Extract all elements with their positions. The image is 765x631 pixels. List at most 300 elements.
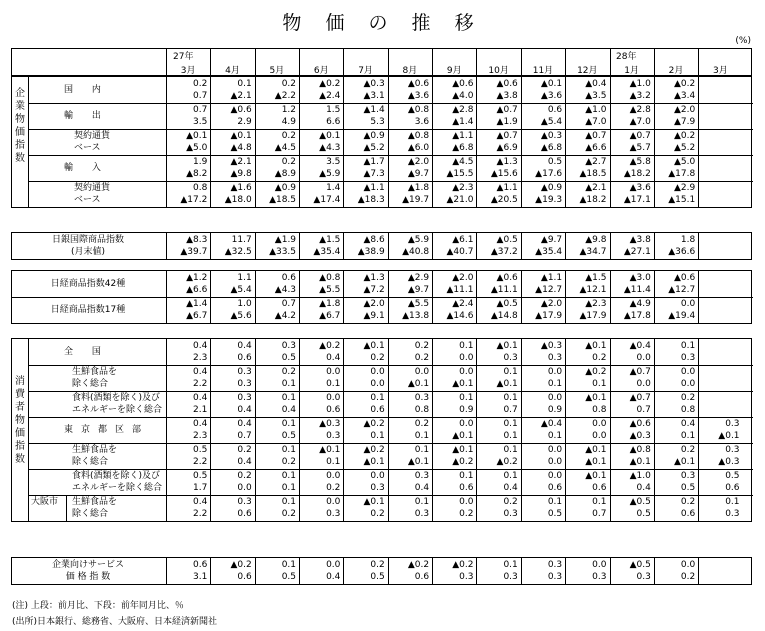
value-upper: ▲0.7 — [629, 393, 651, 403]
value-lower: ▲6.7 — [319, 311, 341, 321]
value-upper: 0.0 — [680, 299, 696, 309]
value-upper: ▲0.6 — [496, 79, 518, 89]
value-lower: ▲17.8 — [668, 169, 696, 179]
value-lower: ▲40.8 — [402, 247, 430, 257]
value-upper: ▲0.2 — [452, 560, 474, 570]
value-upper: 0.3 — [281, 341, 297, 351]
value-upper: 0.6 — [547, 105, 563, 115]
row-label — [12, 278, 162, 290]
value-upper: 0.4 — [193, 341, 208, 351]
value-upper: ▲0.1 — [363, 497, 385, 507]
value-upper: 0.3 — [680, 471, 696, 481]
value-upper: 1.2 — [281, 105, 297, 115]
value-upper: 0.4 — [193, 393, 208, 403]
month-header: 4月 — [225, 66, 240, 76]
value-upper: ▲2.0 — [540, 299, 563, 309]
value-upper: 0.2 — [414, 341, 430, 351]
month-header: 5月 — [269, 66, 285, 76]
value-upper: 0.0 — [414, 367, 430, 377]
value-upper: 0.5 — [193, 471, 208, 481]
value-upper: ▲1.7 — [363, 157, 385, 167]
value-upper: ▲2.9 — [407, 273, 430, 283]
value-upper: ▲1.5 — [585, 273, 607, 283]
value-lower: ▲15.1 — [668, 195, 696, 205]
value-upper: ▲0.8 — [407, 105, 430, 115]
value-lower: 0.6 — [414, 572, 430, 582]
value-upper: ▲0.3 — [363, 79, 385, 89]
value-upper: ▲0.2 — [585, 367, 607, 377]
value-upper: 0.2 — [237, 471, 252, 481]
value-lower: 0.1 — [326, 379, 341, 389]
value-upper: 0.0 — [459, 419, 474, 429]
value-lower: 2.3 — [193, 431, 208, 441]
value-upper: 0.2 — [281, 367, 297, 377]
value-lower: ▲18.3 — [357, 195, 385, 205]
value-upper: 11.7 — [231, 235, 252, 245]
value-upper: 0.0 — [680, 367, 696, 377]
value-upper: ▲3.8 — [629, 235, 651, 245]
value-upper: ▲0.7 — [496, 131, 518, 141]
value-lower: ▲9.8 — [230, 169, 252, 179]
value-lower: 2.2 — [193, 379, 208, 389]
value-lower: 0.2 — [414, 353, 430, 363]
value-upper: ▲0.7 — [496, 105, 518, 115]
value-upper: 0.1 — [725, 497, 740, 507]
value-lower: 0.4 — [326, 572, 341, 582]
value-lower: 0.9 — [547, 405, 563, 415]
value-upper: ▲0.5 — [629, 497, 651, 507]
value-upper: ▲0.1 — [452, 445, 474, 455]
value-lower: ▲36.6 — [668, 247, 696, 257]
value-upper: 0.1 — [503, 419, 518, 429]
row-label — [32, 424, 172, 436]
value-upper: 0.3 — [237, 497, 252, 507]
value-upper: ▲4.5 — [452, 157, 474, 167]
value-lower: 0.0 — [237, 483, 252, 493]
month-header: 11月 — [532, 66, 554, 76]
value-upper: ▲2.7 — [585, 157, 607, 167]
value-lower: 0.6 — [237, 509, 252, 519]
value-upper: 0.3 — [414, 471, 430, 481]
value-lower: 0.0 — [547, 457, 563, 467]
value-lower: 0.6 — [237, 572, 252, 582]
value-lower: ▲14.6 — [446, 311, 474, 321]
value-lower: ▲18.5 — [579, 169, 607, 179]
value-lower: ▲37.2 — [490, 247, 518, 257]
value-upper: 0.2 — [193, 79, 208, 89]
value-lower: ▲9.7 — [407, 169, 430, 179]
row-label-line: 生鮮食品を — [72, 497, 118, 507]
row-label-line: エネルギーを除く総合 — [72, 483, 163, 493]
month-header: 2月 — [668, 66, 684, 76]
value-lower: ▲17.1 — [623, 195, 651, 205]
col-divider — [299, 49, 300, 75]
value-lower: ▲8.2 — [186, 169, 208, 179]
value-lower: ▲7.2 — [363, 285, 385, 295]
value-lower: 0.0 — [459, 353, 474, 363]
value-lower: 0.7 — [592, 509, 607, 519]
value-lower: ▲3.6 — [540, 91, 563, 101]
value-upper: ▲1.4 — [186, 299, 208, 309]
value-lower: 3.6 — [414, 117, 430, 127]
value-upper: ▲0.2 — [673, 79, 696, 89]
value-upper: ▲8.6 — [363, 235, 385, 245]
value-lower: ▲32.5 — [224, 247, 252, 257]
value-upper: ▲5.0 — [673, 157, 696, 167]
value-upper: ▲0.1 — [186, 131, 208, 141]
value-lower: 0.2 — [680, 572, 696, 582]
value-upper: ▲1.4 — [363, 105, 385, 115]
value-lower: 0.3 — [503, 572, 518, 582]
row-label — [32, 110, 172, 122]
value-lower: ▲7.9 — [673, 117, 696, 127]
value-lower: 0.1 — [326, 457, 341, 467]
value-lower: 0.5 — [370, 572, 385, 582]
row-label-line: 企業向けサービス — [51, 560, 124, 570]
value-lower: 0.1 — [281, 379, 297, 389]
value-lower: ▲18.5 — [269, 195, 297, 205]
value-upper: ▲1.1 — [452, 131, 474, 141]
value-lower: 6.6 — [326, 117, 341, 127]
row-label-line: 除く総合 — [72, 457, 109, 467]
value-lower: ▲3.2 — [629, 91, 651, 101]
value-upper: ▲1.1 — [363, 183, 385, 193]
col-divider — [654, 49, 655, 75]
value-lower: 0.9 — [459, 405, 474, 415]
value-lower: ▲3.5 — [585, 91, 607, 101]
value-upper: ▲0.1 — [319, 131, 341, 141]
value-upper: 0.1 — [680, 341, 696, 351]
value-upper: 0.1 — [281, 445, 297, 455]
value-upper: ▲5.8 — [629, 157, 651, 167]
value-upper: ▲0.3 — [540, 131, 563, 141]
value-lower: 0.7 — [636, 405, 651, 415]
table-header — [11, 48, 752, 76]
row-label-line: 食料(酒類を除く)及び — [72, 393, 161, 403]
value-upper: 0.2 — [281, 131, 297, 141]
table-block — [11, 338, 752, 522]
row-label — [12, 304, 162, 316]
value-upper: 0.3 — [725, 445, 740, 455]
value-lower: ▲0.1 — [452, 431, 474, 441]
row-label — [12, 559, 162, 583]
value-lower: 0.4 — [237, 457, 252, 467]
value-lower: 0.8 — [592, 405, 607, 415]
value-upper: 0.1 — [459, 393, 474, 403]
value-upper: 0.2 — [414, 419, 430, 429]
value-lower: 2.2 — [193, 509, 208, 519]
value-lower: ▲34.7 — [579, 247, 607, 257]
group-divider — [28, 77, 29, 207]
value-lower: 2.1 — [193, 405, 208, 415]
value-lower: 0.8 — [680, 405, 696, 415]
value-lower: ▲0.1 — [407, 379, 430, 389]
unit-label: (%) — [735, 36, 751, 46]
table-block — [11, 557, 752, 585]
row-label-line: 契約通貨 — [74, 131, 111, 141]
value-lower: ▲4.5 — [274, 143, 297, 153]
value-lower: ▲40.7 — [446, 247, 474, 257]
value-upper: 0.1 — [414, 497, 430, 507]
value-lower: 0.0 — [636, 353, 651, 363]
value-upper: ▲0.1 — [540, 79, 563, 89]
value-upper: 0.7 — [281, 299, 297, 309]
value-upper: 0.1 — [281, 393, 297, 403]
value-lower: 0.3 — [370, 483, 385, 493]
value-lower: ▲4.0 — [452, 91, 474, 101]
value-lower: ▲9.7 — [407, 285, 430, 295]
value-upper: 0.4 — [680, 419, 696, 429]
value-lower: 0.0 — [370, 379, 385, 389]
value-upper: 0.1 — [503, 367, 518, 377]
value-lower: 0.2 — [370, 509, 385, 519]
col-divider — [166, 49, 167, 75]
value-lower: ▲5.4 — [230, 285, 252, 295]
row-label-line: 生鮮食品を — [72, 445, 118, 455]
value-lower: ▲9.1 — [363, 311, 385, 321]
value-upper: ▲2.0 — [452, 273, 474, 283]
value-lower: ▲11.1 — [490, 285, 518, 295]
month-header: 3月 — [180, 66, 196, 76]
value-lower: 0.7 — [193, 91, 208, 101]
value-lower: ▲6.0 — [407, 143, 430, 153]
value-upper: 0.1 — [281, 560, 297, 570]
value-lower: ▲15.6 — [490, 169, 518, 179]
value-lower: 0.6 — [370, 405, 385, 415]
value-lower: ▲8.9 — [274, 169, 297, 179]
value-upper: ▲0.2 — [363, 419, 385, 429]
value-lower: 0.4 — [414, 483, 430, 493]
month-header: 10月 — [488, 66, 509, 76]
value-lower: ▲4.8 — [230, 143, 252, 153]
col-divider — [698, 49, 699, 75]
col-divider — [255, 49, 256, 75]
value-lower: 2.9 — [237, 117, 252, 127]
value-lower: ▲0.2 — [452, 457, 474, 467]
value-upper: ▲0.6 — [629, 419, 651, 429]
value-upper: 0.1 — [370, 393, 385, 403]
value-lower: ▲1.4 — [452, 117, 474, 127]
value-lower: 0.3 — [725, 509, 740, 519]
value-upper: ▲0.8 — [629, 445, 651, 455]
row-label-line: 除く総合 — [72, 379, 109, 389]
value-upper: ▲4.9 — [629, 299, 651, 309]
row-label — [32, 162, 172, 174]
value-upper: ▲3.0 — [629, 273, 651, 283]
value-upper: ▲0.2 — [673, 131, 696, 141]
value-lower: ▲3.1 — [363, 91, 385, 101]
value-lower: ▲0.1 — [407, 457, 430, 467]
value-lower: ▲38.9 — [357, 247, 385, 257]
value-lower: 2.3 — [193, 353, 208, 363]
value-lower: 0.3 — [636, 572, 651, 582]
value-lower: ▲17.8 — [623, 311, 651, 321]
value-upper: 0.1 — [547, 497, 563, 507]
value-upper: ▲0.6 — [407, 79, 430, 89]
value-upper: 0.5 — [547, 157, 563, 167]
row-label-line: 生鮮食品を — [72, 367, 118, 377]
value-upper: ▲0.6 — [452, 79, 474, 89]
value-upper: ▲0.8 — [319, 273, 341, 283]
row-label-line: ベース — [74, 143, 101, 153]
value-upper: 0.7 — [193, 105, 208, 115]
value-lower: 5.3 — [370, 117, 385, 127]
value-lower: ▲0.1 — [363, 457, 385, 467]
value-lower: ▲5.2 — [673, 143, 696, 153]
value-lower: 0.3 — [680, 353, 696, 363]
value-upper: ▲1.6 — [230, 183, 252, 193]
value-lower: 0.5 — [281, 353, 297, 363]
value-upper: 1.1 — [237, 273, 252, 283]
value-upper: ▲2.0 — [363, 299, 385, 309]
value-upper: 0.0 — [680, 560, 696, 570]
source-line: (出所)日本銀行、総務省、大阪府、日本経済新聞社 — [12, 617, 218, 627]
col-divider — [521, 49, 522, 75]
value-upper: ▲0.1 — [585, 471, 607, 481]
value-upper: 0.0 — [459, 367, 474, 377]
value-lower: ▲19.3 — [535, 195, 563, 205]
value-upper: 0.1 — [237, 79, 252, 89]
value-upper: ▲2.0 — [407, 157, 430, 167]
value-lower: ▲21.0 — [446, 195, 474, 205]
osaka-label: 大阪市 — [31, 497, 59, 507]
value-upper: 0.0 — [592, 560, 607, 570]
value-lower: 2.2 — [193, 457, 208, 467]
value-lower: ▲3.6 — [407, 91, 430, 101]
value-lower: ▲0.2 — [496, 457, 518, 467]
col-divider — [565, 49, 566, 75]
value-upper: ▲0.1 — [363, 341, 385, 351]
value-lower: ▲4.3 — [319, 143, 341, 153]
col-divider — [476, 49, 477, 75]
value-upper: 0.0 — [326, 367, 341, 377]
value-upper: 0.2 — [281, 79, 297, 89]
value-upper: 0.0 — [370, 471, 385, 481]
row-label-line: 輸 入 — [64, 163, 109, 173]
value-lower: 0.1 — [547, 379, 563, 389]
row-label-line: エネルギーを除く総合 — [72, 405, 163, 415]
value-upper: ▲2.0 — [673, 105, 696, 115]
value-lower: ▲14.8 — [490, 311, 518, 321]
value-upper: ▲1.1 — [540, 273, 563, 283]
col-divider — [388, 49, 389, 75]
value-upper: ▲2.1 — [585, 183, 607, 193]
value-lower: ▲5.0 — [186, 143, 208, 153]
value-lower: 0.4 — [237, 405, 252, 415]
value-upper: 0.1 — [281, 497, 297, 507]
value-upper: ▲9.8 — [585, 235, 607, 245]
value-lower: ▲4.2 — [274, 311, 297, 321]
value-upper: ▲5.5 — [407, 299, 430, 309]
row-label-line: 価 格 指 数 — [65, 572, 111, 582]
col-divider — [698, 77, 699, 207]
row-label-line: (月末値) — [70, 247, 106, 257]
value-lower: ▲35.4 — [535, 247, 563, 257]
value-lower: ▲5.4 — [540, 117, 563, 127]
value-lower: 0.6 — [326, 405, 341, 415]
value-lower: ▲0.1 — [718, 431, 740, 441]
value-upper: ▲0.4 — [629, 341, 651, 351]
value-lower: ▲39.7 — [180, 247, 208, 257]
value-upper: ▲0.5 — [496, 299, 518, 309]
month-header: 7月 — [358, 66, 373, 76]
value-upper: ▲0.1 — [319, 445, 341, 455]
value-lower: 0.3 — [237, 379, 252, 389]
value-upper: 1.4 — [326, 183, 341, 193]
value-upper: ▲1.3 — [363, 273, 385, 283]
value-upper: ▲0.2 — [319, 341, 341, 351]
value-lower: ▲2.1 — [230, 91, 252, 101]
value-upper: ▲0.3 — [319, 419, 341, 429]
value-upper: ▲0.1 — [585, 445, 607, 455]
value-lower: 0.5 — [547, 509, 563, 519]
value-upper: 0.0 — [326, 497, 341, 507]
value-lower: ▲0.3 — [718, 457, 740, 467]
value-upper: 1.0 — [237, 299, 252, 309]
value-lower: ▲3.8 — [496, 91, 518, 101]
value-upper: 0.2 — [281, 157, 297, 167]
value-lower: 0.1 — [281, 483, 297, 493]
value-upper: 0.6 — [281, 273, 297, 283]
value-upper: ▲1.0 — [585, 105, 607, 115]
value-lower: ▲6.6 — [186, 285, 208, 295]
value-upper: 0.0 — [326, 393, 341, 403]
value-lower: 0.7 — [503, 405, 518, 415]
note-line: (注) 上段：前月比、下段：前年同月比、％ — [12, 601, 184, 611]
value-lower: ▲1.9 — [496, 117, 518, 127]
value-upper: ▲1.3 — [496, 157, 518, 167]
value-upper: 0.1 — [414, 445, 430, 455]
value-upper: ▲0.6 — [496, 273, 518, 283]
value-upper: ▲1.5 — [319, 235, 341, 245]
value-upper: ▲2.8 — [452, 105, 474, 115]
value-lower: 0.6 — [237, 353, 252, 363]
value-upper: ▲0.4 — [540, 419, 563, 429]
value-lower: ▲11.4 — [623, 285, 651, 295]
row-label-line: 日経商品指数42種 — [50, 279, 126, 289]
value-lower: 0.2 — [370, 353, 385, 363]
value-upper: ▲8.3 — [186, 235, 208, 245]
value-lower: ▲6.6 — [585, 143, 607, 153]
value-upper: 0.4 — [193, 419, 208, 429]
value-lower: 0.6 — [459, 483, 474, 493]
value-upper: ▲0.1 — [496, 341, 518, 351]
value-lower: 4.9 — [281, 117, 297, 127]
value-lower: ▲27.1 — [623, 247, 651, 257]
value-upper: 0.4 — [193, 367, 208, 377]
value-upper: ▲0.2 — [407, 560, 430, 570]
value-lower: 0.2 — [326, 483, 341, 493]
value-lower: ▲6.7 — [186, 311, 208, 321]
value-upper: ▲0.9 — [363, 131, 385, 141]
value-upper: 0.8 — [193, 183, 208, 193]
value-upper: 0.1 — [281, 419, 297, 429]
row-label-line: 除く総合 — [72, 509, 109, 519]
value-lower: 0.5 — [680, 483, 696, 493]
value-upper: 0.0 — [459, 497, 474, 507]
col-divider — [610, 49, 611, 75]
value-lower: ▲13.8 — [402, 311, 430, 321]
month-header: 3月 — [712, 66, 728, 76]
value-lower: 0.0 — [592, 431, 607, 441]
value-lower: ▲0.1 — [673, 457, 696, 467]
value-upper: 0.6 — [193, 560, 208, 570]
value-lower: ▲17.9 — [579, 311, 607, 321]
value-upper: ▲2.8 — [629, 105, 651, 115]
value-lower: 0.1 — [414, 431, 430, 441]
value-lower: ▲0.1 — [452, 379, 474, 389]
value-lower: 0.0 — [680, 379, 696, 389]
